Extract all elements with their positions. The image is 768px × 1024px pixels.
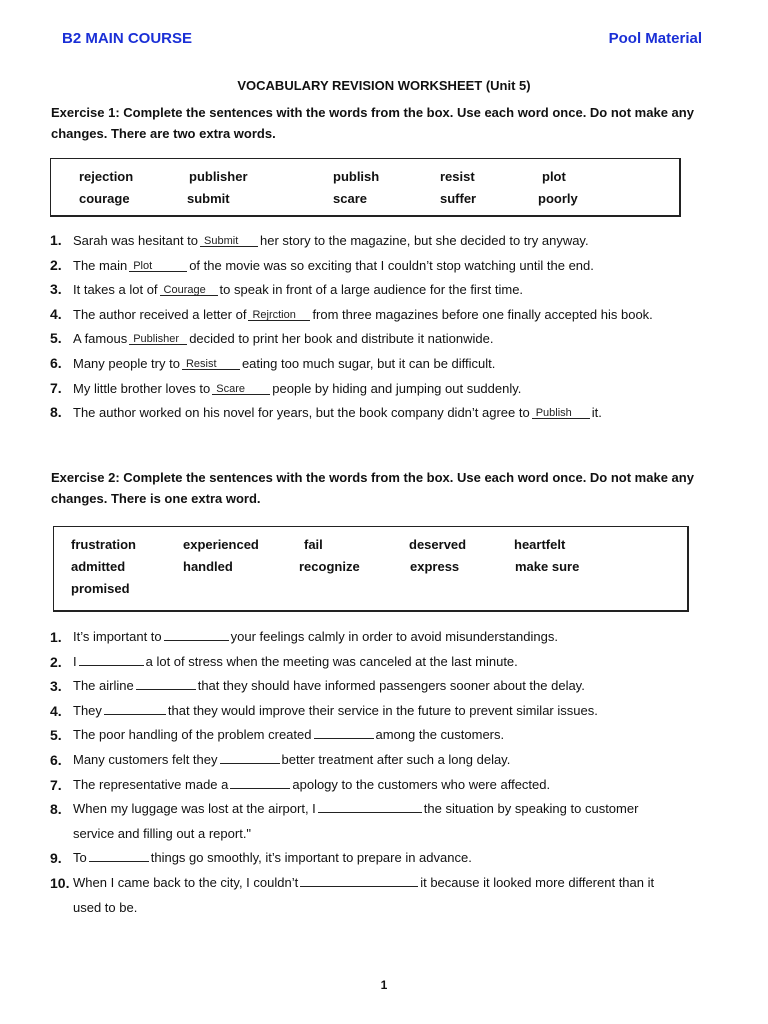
sentence-text xyxy=(73,723,740,748)
item-number: 8. xyxy=(50,801,62,818)
sentence-after: to speak in front of a large audience for the first time. xyxy=(219,282,524,298)
answer-blank[interactable] xyxy=(104,702,166,715)
item-number: 2. xyxy=(50,653,62,670)
sentence-text xyxy=(73,871,740,920)
sentence-before: The author worked on his novel for years, but the book company didn’t agree to xyxy=(73,405,530,421)
sentence-after: eating too much sugar, but it can be difficult. xyxy=(241,355,496,371)
sentence-continuation: used to be. xyxy=(73,899,138,915)
answer-blank[interactable] xyxy=(182,357,240,370)
word-box-item: fail xyxy=(304,537,323,552)
item-number: 3. xyxy=(50,678,62,695)
sentence-before: When my luggage was lost at the airport, I xyxy=(73,801,316,817)
word-box-item: express xyxy=(410,559,460,574)
exercise1-word-box xyxy=(50,158,681,217)
item-number: 7. xyxy=(50,776,62,793)
sentence-after: better treatment after such a long delay. xyxy=(281,751,511,767)
list-item xyxy=(50,674,740,699)
sentence-text xyxy=(73,355,740,380)
handwritten-answer: Plot xyxy=(133,259,153,272)
exercise1-sentences xyxy=(50,232,740,429)
sentence-after: it because it looked more different than it xyxy=(420,874,655,890)
sentence-before: The poor handling of the problem created xyxy=(73,727,312,743)
answer-blank[interactable] xyxy=(129,332,187,345)
list-item xyxy=(50,232,740,257)
word-box-item: courage xyxy=(79,191,130,206)
word-box-item: promised xyxy=(71,581,130,596)
item-number: 3. xyxy=(50,281,62,298)
list-item xyxy=(50,871,740,920)
course-title: B2 MAIN COURSE xyxy=(62,30,193,47)
worksheet-title: VOCABULARY REVISION WORKSHEET (Unit 5) xyxy=(237,78,531,93)
exercise2-word-box xyxy=(53,526,689,612)
sentence-text xyxy=(73,674,740,699)
answer-blank[interactable] xyxy=(200,234,258,247)
sentence-before: Sarah was hesitant to xyxy=(73,233,199,248)
list-item xyxy=(50,723,740,748)
sentence-before: They xyxy=(73,702,102,718)
item-number: 1. xyxy=(50,232,62,248)
answer-blank[interactable] xyxy=(532,406,590,419)
word-box-item: experienced xyxy=(183,537,259,552)
answer-blank[interactable] xyxy=(318,800,422,813)
list-item xyxy=(50,748,740,773)
sentence-text xyxy=(73,625,740,650)
sentence-after: people by hiding and jumping out suddenly. xyxy=(272,380,522,396)
handwritten-answer: Submit xyxy=(204,235,239,247)
answer-blank[interactable] xyxy=(89,849,149,862)
list-item xyxy=(50,699,740,724)
sentence-before: It’s important to xyxy=(73,629,162,644)
exercise2-instruction: Exercise 2: Complete the sentences with the words from the box. Use each word once. Do not make any changes. There is one extra word. xyxy=(51,470,694,506)
sentence-after: that they would improve their service in the future to prevent similar issues. xyxy=(167,702,598,718)
list-item xyxy=(50,330,740,355)
sentence-before: My little brother loves to xyxy=(73,380,211,396)
word-box-item: poorly xyxy=(538,191,578,206)
word-box-item: recognize xyxy=(299,559,360,574)
word-box-item: plot xyxy=(542,169,566,184)
sentence-after: decided to print her book and distribute it nationwide. xyxy=(189,331,494,347)
answer-blank[interactable] xyxy=(314,726,374,739)
sentence-before: Many people try to xyxy=(73,355,180,371)
sentence-after: among the customers. xyxy=(375,727,505,743)
handwritten-answer: Publisher xyxy=(133,333,180,346)
word-box-item: resist xyxy=(440,169,475,184)
item-number: 4. xyxy=(50,305,62,322)
word-box-item: frustration xyxy=(71,537,136,552)
answer-blank[interactable] xyxy=(300,874,418,887)
sentence-after: a lot of stress when the meeting was canceled at the last minute. xyxy=(145,653,518,669)
answer-blank[interactable] xyxy=(129,259,187,272)
list-item xyxy=(50,281,740,306)
word-box-item: rejection xyxy=(79,169,134,184)
sentence-after: your feelings calmly in order to avoid misunderstandings. xyxy=(230,629,558,644)
word-box-item: heartfelt xyxy=(514,537,566,552)
handwritten-answer: Publish xyxy=(535,407,572,420)
sentence-before: The main xyxy=(73,257,128,273)
item-number: 5. xyxy=(50,727,62,744)
handwritten-answer: Courage xyxy=(163,284,206,297)
list-item xyxy=(50,404,740,429)
sentence-text xyxy=(73,330,740,355)
sentence-continuation: service and filling out a report." xyxy=(73,825,252,841)
sentence-after: apology to the customers who were affected. xyxy=(292,776,551,792)
word-box-item: scare xyxy=(333,191,367,206)
exercise2-sentences xyxy=(50,625,740,920)
word-box-item: submit xyxy=(187,191,230,206)
list-item xyxy=(50,257,740,282)
item-number: 5. xyxy=(50,330,62,347)
answer-blank[interactable] xyxy=(79,653,144,666)
sentence-after: things go smoothly, it’s important to prepare in advance. xyxy=(150,850,472,866)
sentence-text xyxy=(73,699,740,724)
exercise1-instruction: Exercise 1: Complete the sentences with the words from the box. Use each word once. Do not make any changes. There are two extra words. xyxy=(51,105,694,141)
item-number: 4. xyxy=(50,702,62,719)
answer-blank[interactable] xyxy=(212,382,270,395)
item-number: 9. xyxy=(50,850,62,867)
sentence-after: of the movie was so exciting that I couldn’t stop watching until the end. xyxy=(189,257,594,273)
page-number: 1 xyxy=(380,978,388,992)
sentence-text xyxy=(73,404,740,429)
sentence-text xyxy=(73,846,740,871)
sentence-before: It takes a lot of xyxy=(73,282,158,298)
list-item xyxy=(50,625,740,650)
item-number: 7. xyxy=(50,379,62,396)
word-box-item: admitted xyxy=(71,559,126,574)
list-item xyxy=(50,846,740,871)
page-header xyxy=(62,30,702,50)
item-number: 6. xyxy=(50,751,62,768)
sentence-text xyxy=(73,306,740,331)
list-item xyxy=(50,380,740,405)
list-item xyxy=(50,773,740,798)
sentence-before: When I came back to the city, I couldn’t xyxy=(73,874,299,890)
word-box-item: handled xyxy=(183,559,233,574)
sentence-before: The airline xyxy=(73,678,134,694)
sentence-after: her story to the magazine, but she decided to try anyway. xyxy=(260,233,589,248)
handwritten-answer: Scare xyxy=(216,382,246,395)
sentence-text xyxy=(73,257,740,282)
sentence-before: I xyxy=(73,653,77,669)
item-number: 10. xyxy=(50,874,70,891)
answer-blank[interactable] xyxy=(220,751,280,764)
handwritten-answer: Rejrction xyxy=(252,308,296,321)
answer-blank[interactable] xyxy=(164,628,229,641)
sentence-text xyxy=(73,380,740,405)
word-box-item: deserved xyxy=(409,537,467,552)
list-item xyxy=(50,355,740,380)
item-number: 2. xyxy=(50,256,62,273)
list-item xyxy=(50,306,740,331)
word-box-item: publish xyxy=(333,169,380,184)
word-box-item: make sure xyxy=(515,559,580,574)
sentence-before: The author received a letter of xyxy=(73,306,247,322)
sentence-text xyxy=(73,650,740,675)
sentence-before: A famous xyxy=(73,331,128,347)
sentence-text xyxy=(73,773,740,798)
sentence-text xyxy=(73,281,740,306)
answer-blank[interactable] xyxy=(248,308,310,321)
handwritten-answer: Resist xyxy=(185,357,217,370)
word-box-item: suffer xyxy=(440,191,477,206)
pool-material-label: Pool Material xyxy=(608,30,702,47)
sentence-before: To xyxy=(73,850,87,866)
answer-blank[interactable] xyxy=(136,677,196,690)
sentence-text xyxy=(73,797,740,846)
item-number: 1. xyxy=(50,629,62,645)
sentence-after: it. xyxy=(591,405,602,421)
answer-blank[interactable] xyxy=(230,776,290,789)
item-number: 8. xyxy=(50,404,62,421)
list-item xyxy=(50,650,740,675)
answer-blank[interactable] xyxy=(160,283,218,296)
sentence-before: The representative made a xyxy=(73,776,229,792)
list-item xyxy=(50,797,740,846)
sentence-after: from three magazines before one finally accepted his book. xyxy=(312,306,653,322)
sentence-before: Many customers felt they xyxy=(73,751,218,767)
sentence-after: the situation by speaking to customer xyxy=(423,801,639,817)
sentence-after: that they should have informed passengers sooner about the delay. xyxy=(197,678,585,694)
word-box-item: publisher xyxy=(189,169,248,184)
sentence-text xyxy=(73,232,740,257)
item-number: 6. xyxy=(50,354,62,371)
sentence-text xyxy=(73,748,740,773)
